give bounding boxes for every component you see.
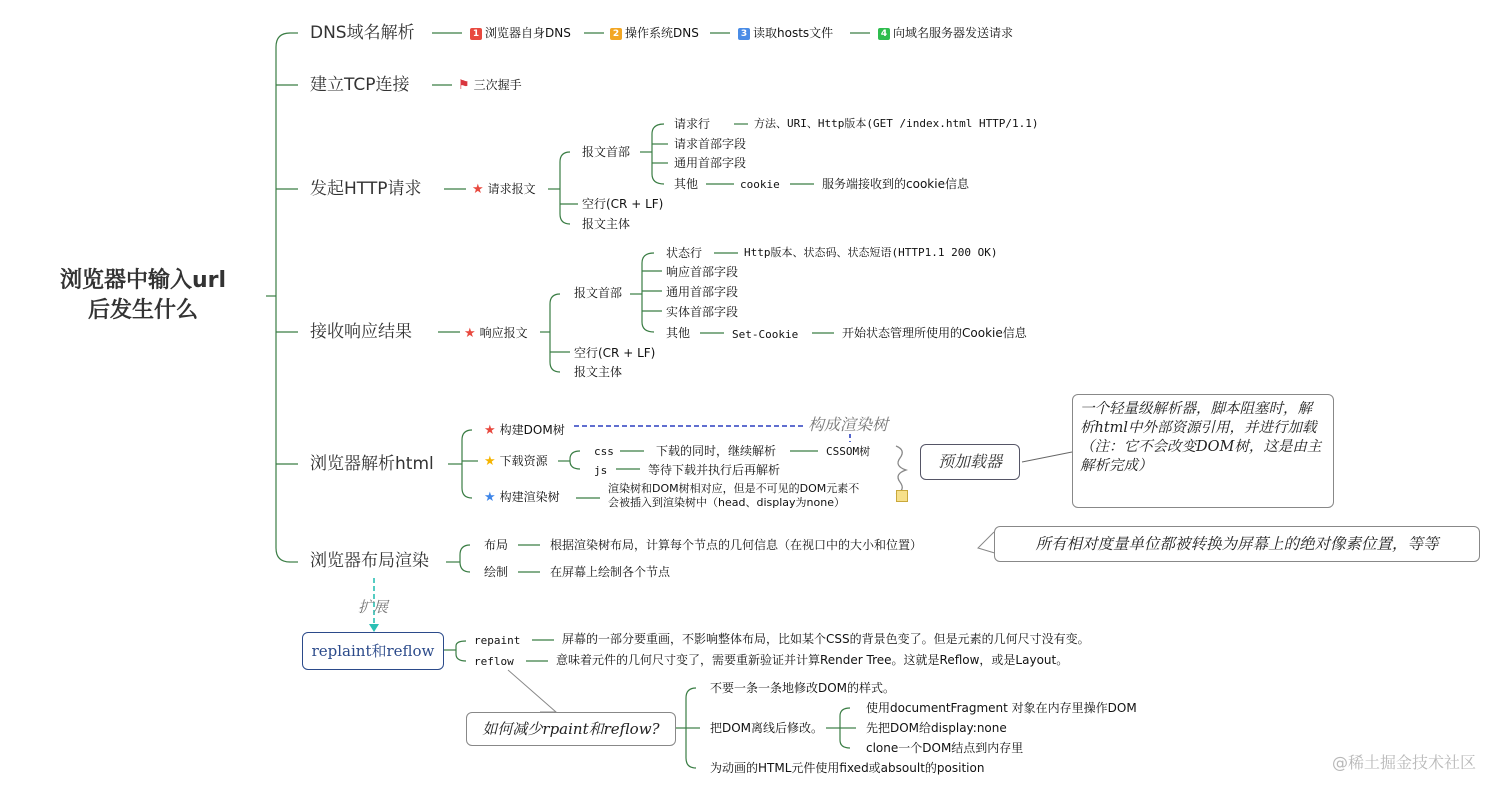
render-detail-line2: 会被插入到渲染树中（head、display为none） [608,496,845,509]
repaint-label: repaint [474,634,521,647]
build-dom-text: 构建DOM树 [499,423,565,437]
branch-layout-render: 浏览器布局渲染 [310,551,429,571]
layout-detail: 根据渲染树布局，计算每个节点的几何信息（在视口中的大小和位置） [550,538,923,552]
set-cookie: Set-Cookie [732,328,799,341]
response-header: 报文首部 [574,286,623,300]
entity-header-fields: 实体首部字段 [666,305,739,319]
star-icon: ★ [464,325,476,341]
tip-2c: clone一个DOM结点到内存里 [866,741,1024,755]
branch-dns: DNS域名解析 [310,23,415,43]
response-header-fields: 响应首部字段 [666,265,739,279]
tip-2b: 先把DOM给display:none [866,721,1007,735]
request-header: 报文首部 [582,145,631,159]
star-icon: ★ [484,453,496,469]
build-render-tree [484,489,560,506]
dns-step-4-text: 向域名服务器发送请求 [893,26,1014,40]
download-resources [484,453,548,470]
request-header-fields: 请求首部字段 [674,137,747,151]
render-tree-label: 构成渲染树 [808,415,889,434]
status-line: 状态行 [666,246,703,260]
reflow-label: reflow [474,655,514,668]
response-blank-line: 空行(CR + LF) [574,346,656,360]
tcp-handshake-text: 三次握手 [473,78,522,92]
tcp-handshake [458,77,522,94]
number-badge-icon: 3 [738,28,750,40]
paint-detail: 在屏幕上绘制各个节点 [550,565,671,579]
tip-3: 为动画的HTML元件使用fixed或absoult的position [710,761,985,775]
dns-step-1 [470,25,571,41]
dns-step-1-text: 浏览器自身DNS [485,26,571,40]
request-cookie: cookie [740,178,780,191]
tip-2: 把DOM离线后修改。 [710,721,824,735]
dns-step-3 [738,25,833,41]
star-icon: ★ [472,181,484,197]
response-other: 其他 [666,326,691,340]
request-cookie-detail: 服务端接收到的cookie信息 [822,177,969,191]
extend-label: 扩展 [358,598,389,616]
cssom-tree: CSSOM树 [826,445,871,458]
dns-step-4 [878,25,1013,41]
watermark: @稀土掘金技术社区 [1331,753,1476,772]
preloader-box: 预加载器 [920,444,1020,480]
response-message [464,325,528,342]
branch-http-request: 发起HTTP请求 [310,179,422,199]
request-message [472,181,536,198]
request-blank-line: 空行(CR + LF) [582,197,664,211]
js-label: js [594,464,608,477]
request-body: 报文主体 [582,217,631,231]
render-detail-line1: 渲染树和DOM树相对应，但是不可见的DOM元素不 [608,482,860,495]
branch-response: 接收响应结果 [310,322,412,342]
build-render-tree-text: 构建渲染树 [499,490,560,504]
response-body: 报文主体 [574,365,623,379]
star-icon: ★ [484,489,496,505]
root-title-line2: 后发生什么 [87,298,198,323]
status-line-detail: Http版本、状态码、状态短语(HTTP1.1 200 OK) [744,246,998,259]
css-label: css [594,445,614,458]
response-message-text: 响应报文 [479,326,528,340]
layout-note: 所有相对度量单位都被转换为屏幕上的绝对像素位置，等等 [994,526,1480,562]
paint-step: 绘制 [484,565,509,579]
number-badge-icon: 2 [610,28,622,40]
branch-parse-html: 浏览器解析html [310,454,434,474]
tip-2a: 使用documentFragment 对象在内存里操作DOM [866,701,1137,715]
set-cookie-detail: 开始状态管理所使用的Cookie信息 [842,326,1027,340]
preloader-note: 一个轻量级解析器，脚本阻塞时，解析html中外部资源引用，并进行加载（注：它不会改变DOM树，这是由主解析完成） [1072,394,1334,508]
repaint-detail: 屏幕的一部分要重画，不影响整体布局，比如某个CSS的背景色变了。但是元素的几何尺寸没有变。 [562,632,1090,646]
root-title-line1: 浏览器中输入url [59,268,227,293]
dns-step-2-text: 操作系统DNS [625,26,699,40]
general-header-fields: 通用首部字段 [674,156,747,170]
js-detail: 等待下载并执行后再解析 [648,463,781,477]
request-other: 其他 [674,177,699,191]
dns-step-3-text: 读取hosts文件 [753,26,834,40]
tip-1: 不要一条一条地修改DOM的样式。 [710,681,896,695]
render-detail [608,482,859,510]
number-badge-icon: 1 [470,28,482,40]
response-general-header-fields: 通用首部字段 [666,285,739,299]
request-line: 请求行 [674,117,711,131]
css-detail: 下载的同时，继续解析 [656,444,777,458]
request-line-detail: 方法、URI、Http版本(GET /index.html HTTP/1.1) [754,117,1039,130]
download-resources-text: 下载资源 [499,454,548,468]
request-message-text: 请求报文 [487,182,536,196]
dns-step-2 [610,25,699,41]
number-badge-icon: 4 [878,28,890,40]
build-dom [484,422,565,439]
reflow-topic: replaint和reflow [302,632,444,670]
reduce-question: 如何减少rpaint和reflow? [466,712,676,746]
star-icon: ★ [484,422,496,438]
layout-step: 布局 [484,538,509,552]
note-icon [896,490,908,502]
branch-tcp: 建立TCP连接 [310,75,410,95]
flag-icon: ⚑ [458,77,470,93]
reflow-detail: 意味着元件的几何尺寸变了，需要重新验证并计算Render Tree。这就是Reflow，或是Layout。 [556,653,1069,667]
root-topic [38,266,248,326]
